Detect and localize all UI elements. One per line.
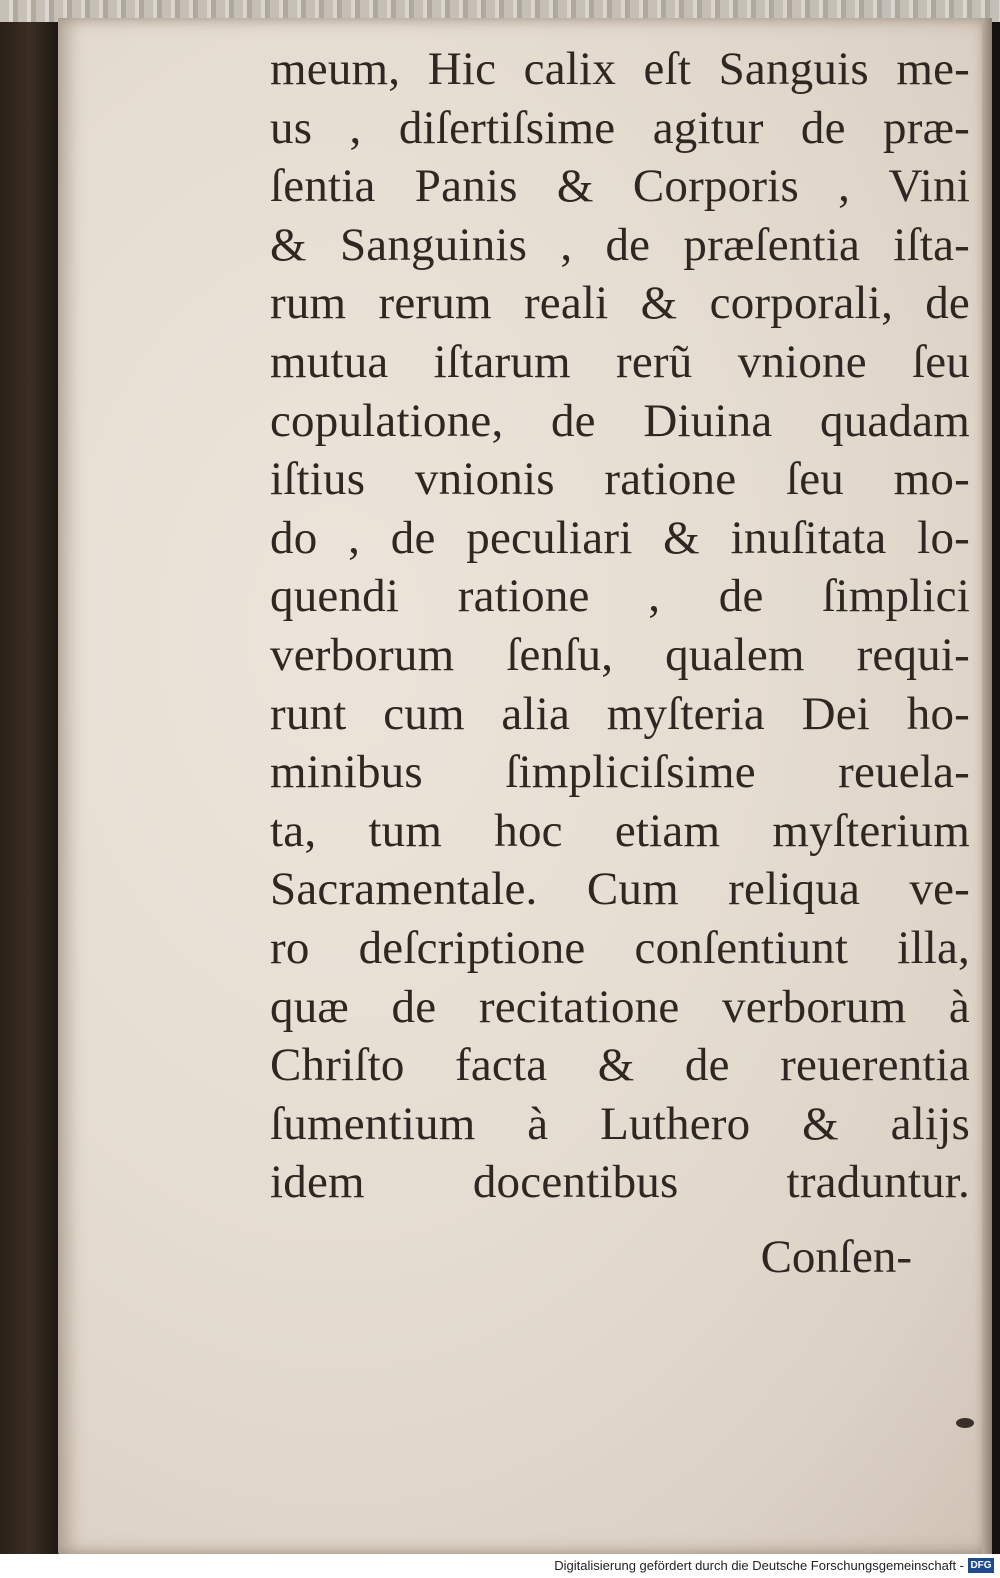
text-line: minibus ſimpliciſsime reuela- [270, 746, 970, 799]
text-line: ſumentium à Luthero & aliјs [270, 1097, 970, 1150]
text-line: us , diſertiſsime agitur de præ- [270, 101, 970, 154]
text-line: ta, tum hoc etiam myſterium [270, 804, 970, 857]
catchword: Conſen- [760, 1231, 912, 1283]
text-line: copulatione, de Diuina quadam [270, 394, 970, 447]
text-line: do , de peculiari & inuſitata lo- [270, 511, 970, 564]
text-line: ro deſcriptione conſentiunt illa, [270, 921, 970, 974]
text-line: meum, Hic calix eſt Sanguis me- [270, 43, 970, 95]
ink-spot [956, 1418, 974, 1428]
dfg-logo-icon: DFG [968, 1558, 994, 1573]
text-line: verborum ſenſu, qualem requi- [270, 628, 970, 681]
text-line: idem docentibus traduntur. [270, 1156, 970, 1209]
text-line: runt cum alia myſteria Dei ho- [270, 687, 970, 740]
text-line: iſtius vnionis ratione ſeu mo- [270, 453, 970, 506]
text-line: ſentia Panis & Corporis , Vini [270, 160, 970, 213]
text-line: & Sanguinis , de præſentia iſta- [270, 218, 970, 271]
funding-credit: Digitalisierung gefördert durch die Deutsche Forschungsgemeinschaft - [554, 1558, 964, 1573]
text-line: Sacramentale. Cum reliqua ve- [270, 863, 970, 916]
text-line: Chriſto facta & de reuerentia [270, 1039, 970, 1092]
text-line: rum rerum reali & corporali, de [270, 277, 970, 330]
footer-bar [0, 1554, 1000, 1578]
text-line: mutua iſtarum rerũ vnione ſeu [270, 335, 970, 388]
page-text-block [270, 40, 970, 1212]
text-line: quæ de recitatione verborum à [270, 980, 970, 1033]
book-page [58, 18, 986, 1554]
text-line: quendi ratione , de ſimplici [270, 570, 970, 623]
